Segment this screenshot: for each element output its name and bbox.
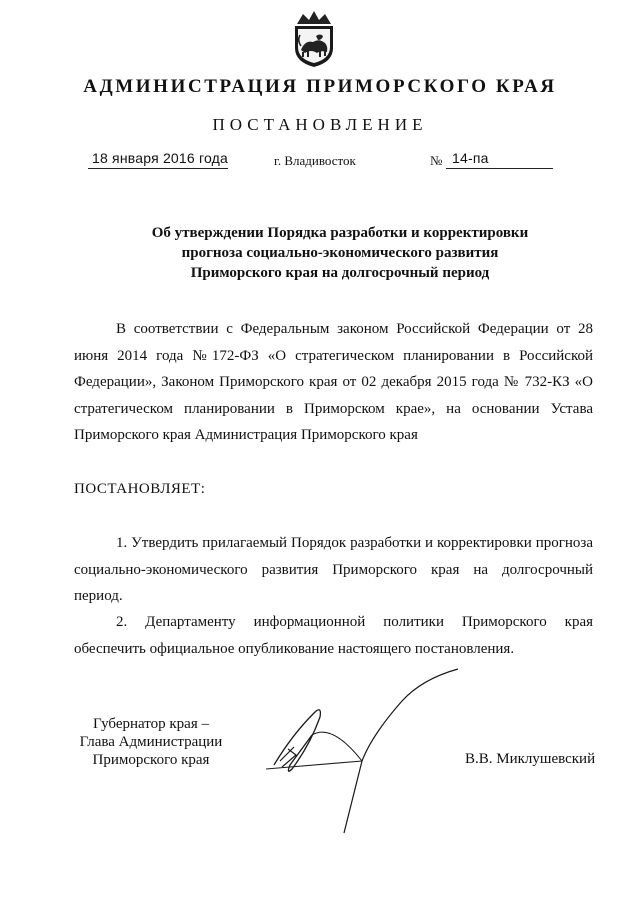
heading-line: Приморского края на долгосрочный период [190, 265, 490, 281]
coat-of-arms-icon [289, 6, 339, 68]
resolution-item: 1. Утвердить прилагаемый Порядок разработки и корректировки прогноза социально-экономического развития Приморского края на долгосрочный период. [74, 535, 593, 604]
heading-line: Об утверждении Порядка разработки и корректировки [151, 225, 529, 241]
preamble-paragraph: В соответствии с Федеральным законом Российской Федерации от 28 июня 2014 года №172-ФЗ «О стратегическом планировании в Российской Федерации», Законом Приморского края от 02 декабря 2015 года № 732-КЗ «О стратегическом планировании в Приморском крае», на основании Устава Приморского края Администрация Приморского края [74, 321, 593, 443]
handwritten-signature [252, 665, 462, 835]
signer-position-line: Глава Администрации [79, 734, 223, 750]
document-date: 18 января 2016 года [88, 150, 228, 169]
signer-position-line: Губернатор края – [93, 716, 209, 732]
document-heading [120, 223, 560, 283]
signer-name: В.В. Миклушевский [465, 751, 596, 767]
resolution-item: 2. Департаменту информационной политики Приморского края обеспечить официальное опубликование настоящего постановления. [74, 614, 593, 657]
document-number: 14-па [446, 150, 553, 169]
document-number-label: № [430, 153, 443, 168]
organization-title: АДМИНИСТРАЦИЯ ПРИМОРСКОГО КРАЯ [83, 76, 557, 97]
heading-line: прогноза социально-экономического развития [181, 245, 499, 261]
resolve-heading: ПОСТАНОВЛЯЕТ: [74, 481, 206, 497]
signer-position-line: Приморского края [92, 752, 210, 768]
document-city: г. Владивосток [274, 153, 356, 168]
document-type: ПОСТАНОВЛЕНИЕ [212, 115, 428, 134]
signer-position [62, 715, 240, 769]
